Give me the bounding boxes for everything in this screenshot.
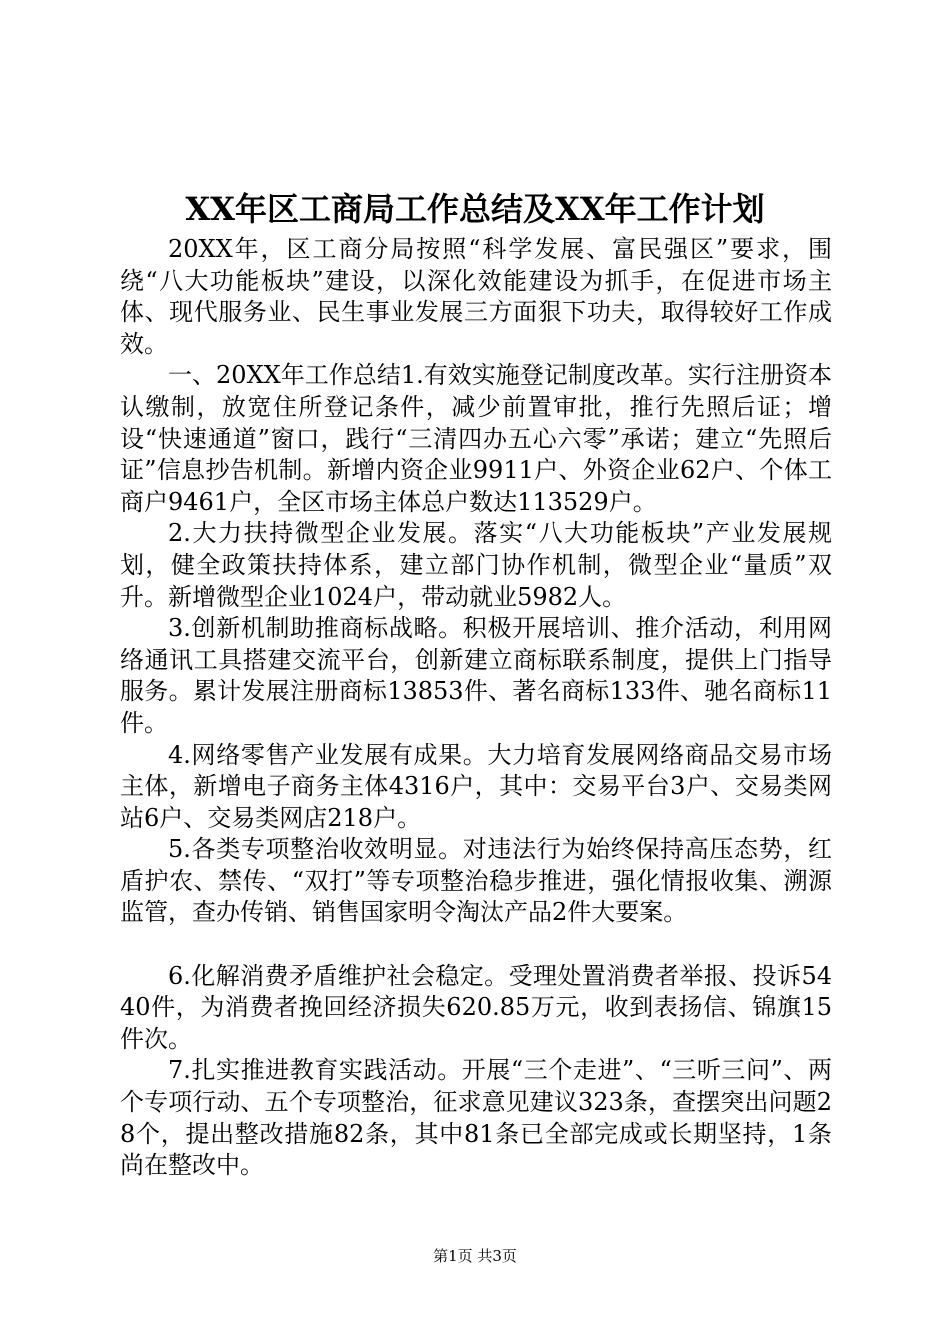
paragraph-item-5: 5.各类专项整治收效明显。对违法行为始终保持高压态势，红盾护农、禁传、“双打”等专项整治稳步推进，强化情报收集、溯源监管，查办传销、销售国家明令淘汰产品2件大要案。 <box>120 835 832 927</box>
document-body <box>120 234 832 1182</box>
paragraph-item-7: 7.扎实推进教育实践活动。开展“三个走进”、“三听三问”、两个专项行动、五个专项整治，征求意见建议323条，查摆突出问题28个，提出整改措施82条，其中81条已全部完成或长期坚持，1条尚在整改中。 <box>120 1056 832 1180</box>
document-title: XX年区工商局工作总结及XX年工作计划 <box>185 190 765 228</box>
paragraph-item-3: 3.创新机制助推商标战略。积极开展培训、推介活动，利用网络通讯工具搭建交流平台，创新建立商标联系制度，提供上门指导服务。累计发展注册商标13853件、著名商标133件、驰名商标11件。 <box>120 614 832 737</box>
paragraph-item-6: 6.化解消费矛盾维护社会稳定。受理处置消费者举报、投诉5440件，为消费者挽回经济损失620.85万元，收到表扬信、锦旗15件次。 <box>120 961 832 1053</box>
paragraph-section-1: 一、20XX年工作总结1.有效实施登记制度改革。实行注册资本认缴制，放宽住所登记条件，减少前置审批，推行先照后证；增设“快速通道”窗口，践行“三清四办五心六零”承诺；建立“先照后证”信息抄告机制。新增内资企业9911户、外资企业62户、个体工商户9461户，全区市场主体总户数达113529户。 <box>120 361 832 516</box>
paragraph-intro: 20XX年，区工商分局按照“科学发展、富民强区”要求，围绕“八大功能板块”建设，以深化效能建设为抓手，在促进市场主体、现代服务业、民生事业发展三方面狠下功夫，取得较好工作成效。 <box>120 235 832 358</box>
paragraph-item-2: 2.大力扶持微型企业发展。落实“八大功能板块”产业发展规划，健全政策扶持体系，建立部门协作机制，微型企业“量质”双升。新增微型企业1024户，带动就业5982人。 <box>120 519 832 611</box>
page-number-footer: 第1页 共3页 <box>433 1247 517 1265</box>
paragraph-item-4: 4.网络零售产业发展有成果。大力培育发展网络商品交易市场主体，新增电子商务主体4316户，其中：交易平台3户、交易类网站6户、交易类网店218户。 <box>120 740 832 832</box>
